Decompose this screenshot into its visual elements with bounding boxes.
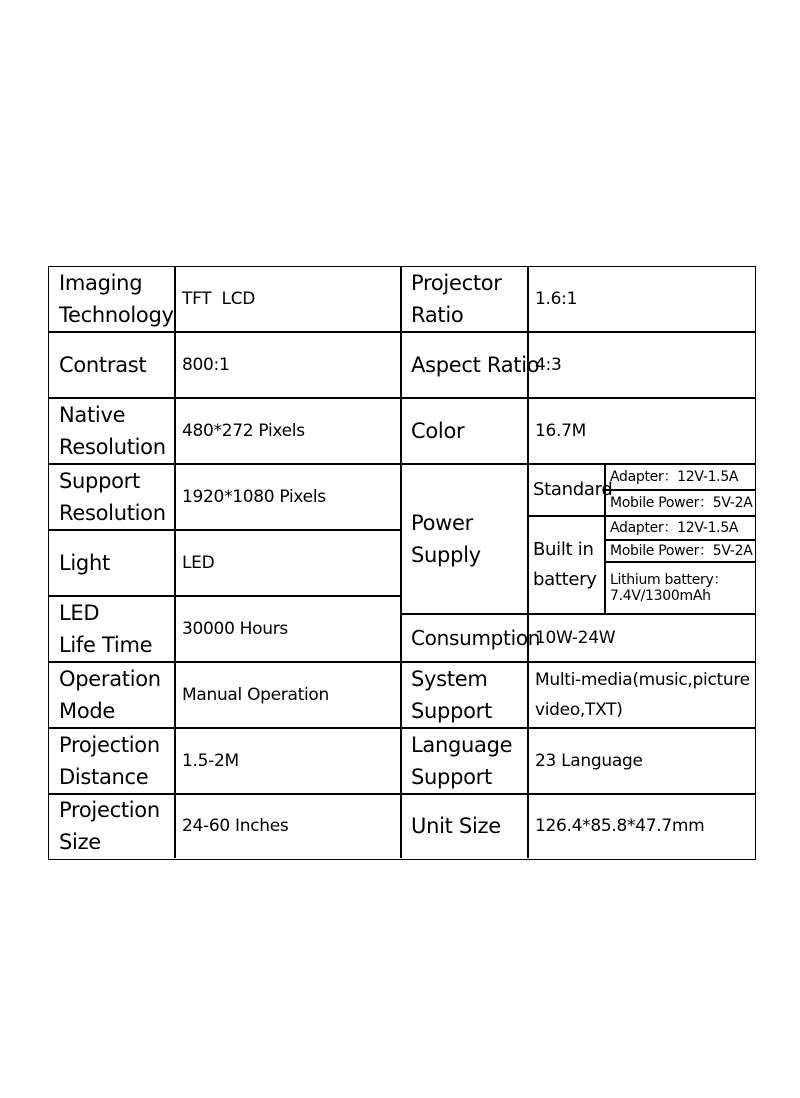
value-projection-size: 24-60 Inches bbox=[182, 816, 289, 836]
label-projection-distance: Projection Distance bbox=[59, 732, 160, 789]
value-contrast: 800:1 bbox=[182, 354, 230, 375]
label-projection-size: Projection Size bbox=[59, 798, 160, 854]
label-language-support: Language Support bbox=[411, 732, 513, 789]
label-imaging-technology: Imaging Technology bbox=[59, 271, 174, 327]
label-contrast: Contrast bbox=[59, 352, 147, 377]
value-projection-distance: 1.5-2M bbox=[182, 750, 239, 771]
label-aspect-ratio: Aspect Ratio bbox=[411, 352, 540, 377]
label-support-resolution: Support Resolution bbox=[59, 468, 166, 525]
value-language-support: 23 Language bbox=[535, 750, 643, 771]
value-support-resolution: 1920*1080 Pixels bbox=[182, 486, 326, 507]
value-builtin-mobile: Mobile Power：5V-2A bbox=[610, 542, 753, 559]
label-system-support: System Support bbox=[411, 666, 492, 723]
label-unit-size: Unit Size bbox=[411, 814, 501, 838]
value-light: LED bbox=[182, 552, 215, 573]
value-unit-size: 126.4*85.8*47.7mm bbox=[535, 816, 705, 836]
label-built-in-battery: Built in battery bbox=[533, 538, 597, 590]
label-standard: Standard bbox=[533, 478, 613, 500]
value-standard-adapter: Adapter：12V-1.5A bbox=[610, 468, 739, 485]
value-standard-mobile: Mobile Power：5V-2A bbox=[610, 494, 753, 511]
value-projector-ratio: 1.6:1 bbox=[535, 289, 578, 309]
label-projector-ratio: Projector Ratio bbox=[411, 271, 502, 327]
label-led-life-time: LED Life Time bbox=[59, 600, 153, 657]
value-operation-mode: Manual Operation bbox=[182, 684, 329, 705]
value-system-support: Multi-media(music,picture video,TXT) bbox=[535, 669, 750, 720]
label-native-resolution: Native Resolution bbox=[59, 402, 166, 459]
spec-table bbox=[48, 266, 756, 860]
value-native-resolution: 480*272 Pixels bbox=[182, 420, 305, 441]
value-aspect-ratio: 4:3 bbox=[535, 354, 562, 375]
label-power-supply: Power Supply bbox=[411, 510, 481, 567]
label-light: Light bbox=[59, 550, 110, 575]
value-builtin-lithium: Lithium battery： 7.4V/1300mAh bbox=[610, 571, 728, 604]
value-consumption: 10W-24W bbox=[535, 627, 616, 648]
label-operation-mode: Operation Mode bbox=[59, 666, 161, 723]
value-imaging-technology: TFT LCD bbox=[182, 289, 256, 309]
value-color: 16.7M bbox=[535, 420, 587, 441]
label-consumption: Consumption bbox=[411, 625, 541, 650]
value-builtin-adapter: Adapter：12V-1.5A bbox=[610, 519, 739, 536]
label-color: Color bbox=[411, 418, 465, 443]
value-led-life-time: 30000 Hours bbox=[182, 618, 288, 639]
